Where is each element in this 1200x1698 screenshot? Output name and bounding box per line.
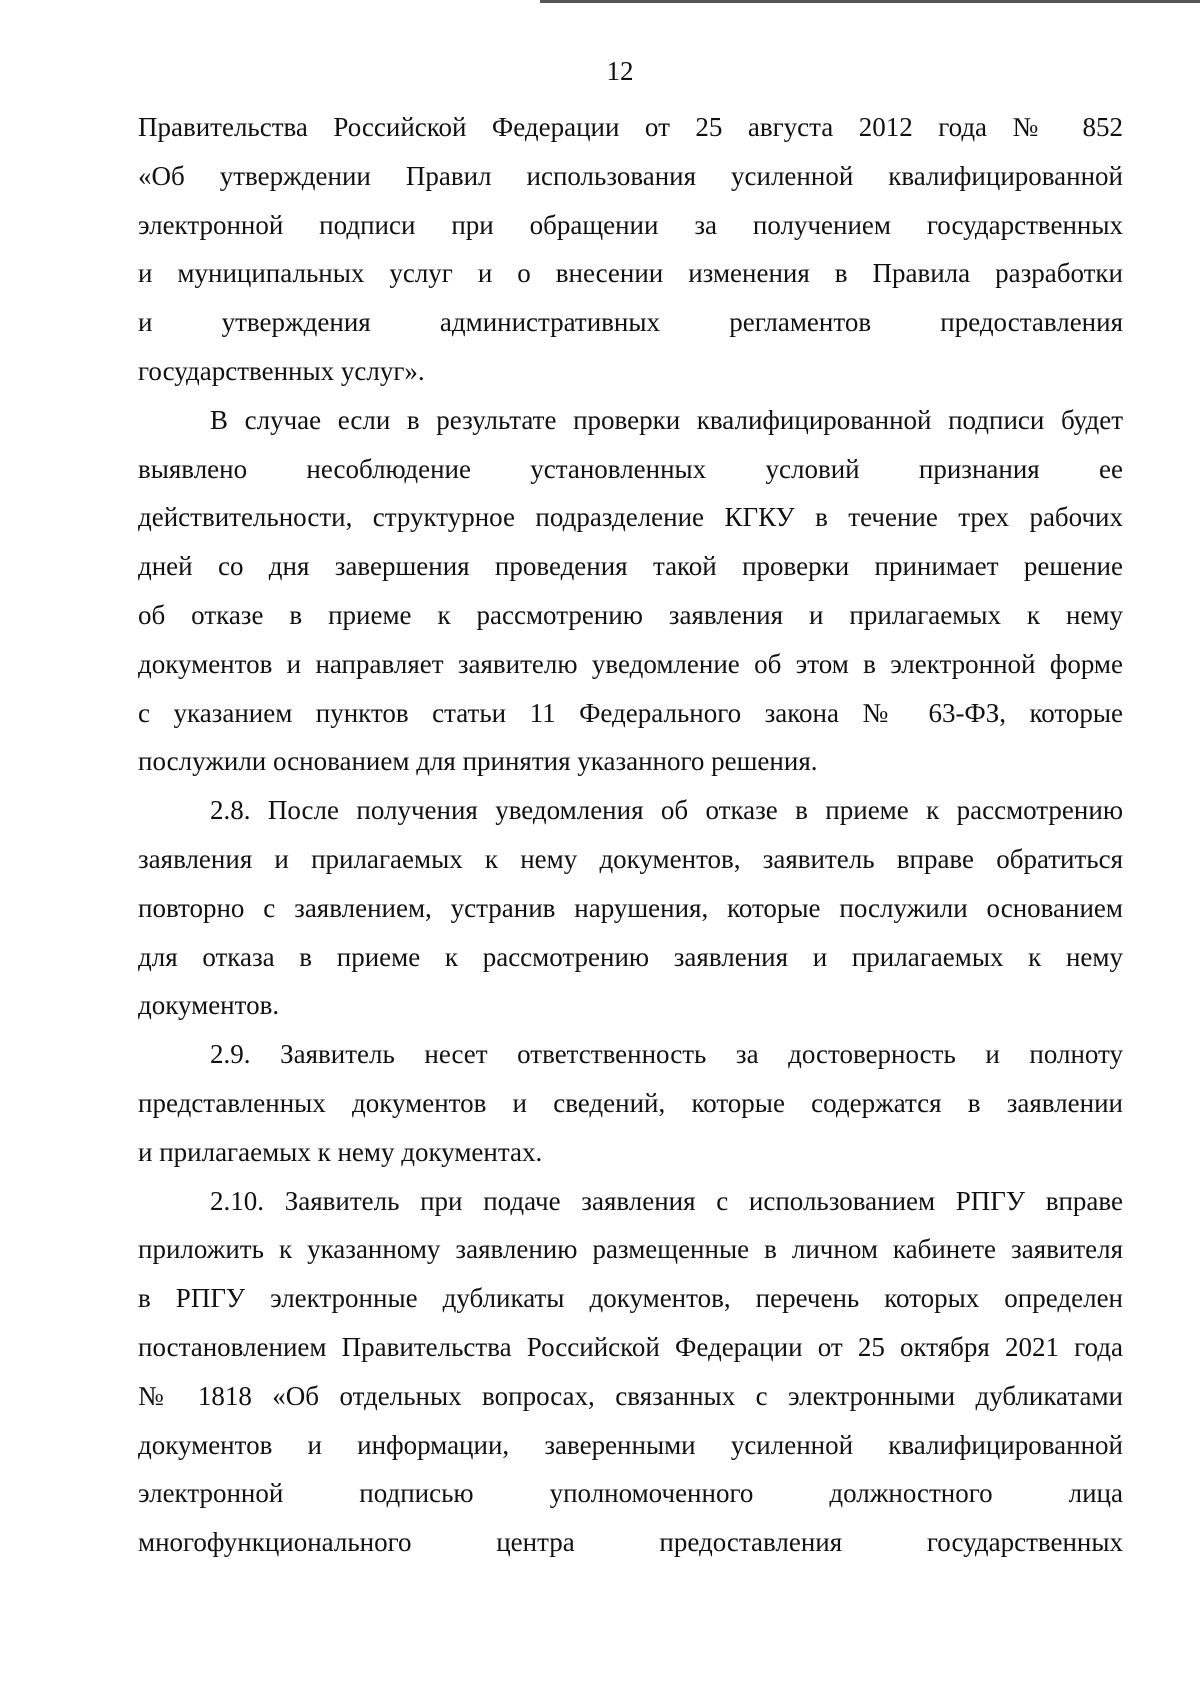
text-line: выявлено несоблюдение установленных условий признания ее (138, 453, 1123, 484)
text-line: послужили основанием для принятия указанного решения. (138, 746, 818, 777)
paragraph-p2 (138, 396, 1123, 786)
text-line: и прилагаемых к нему документах. (138, 1136, 543, 1167)
text-line: электронной подписи при обращении за получением государственных (138, 209, 1123, 240)
text-line: «Об утверждении Правил использования усиленной квалифицированной (138, 160, 1123, 191)
text-line: 2.10. Заявитель при подаче заявления с использованием РПГУ вправе (210, 1185, 1123, 1216)
document-body (138, 103, 1123, 1567)
text-line: В случае если в результате проверки квалифицированной подписи будет (210, 404, 1123, 435)
text-line: повторно с заявлением, устранив нарушения, которые послужили основанием (138, 892, 1123, 923)
text-line: представленных документов и сведений, которые содержатся в заявлении (138, 1087, 1123, 1118)
text-line: 2.8. После получения уведомления об отказе в приеме к рассмотрению (210, 795, 1123, 826)
text-line: действительности, структурное подразделение КГКУ в течение трех рабочих (138, 502, 1123, 533)
text-line: с указанием пунктов статьи 11 Федерального закона № 63-ФЗ, которые (138, 697, 1123, 728)
paragraph-p1 (138, 103, 1123, 396)
text-line: заявления и прилагаемых к нему документов, заявитель вправе обратиться (138, 843, 1123, 874)
text-line: и муниципальных услуг и о внесении изменения в Правила разработки (138, 258, 1123, 289)
text-line: приложить к указанному заявлению размещенные в личном кабинете заявителя (138, 1234, 1123, 1265)
text-line: для отказа в приеме к рассмотрению заявления и прилагаемых к нему (138, 941, 1123, 972)
text-line: документов и направляет заявителю уведомление об этом в электронной форме (138, 648, 1123, 679)
text-line: и утверждения административных регламентов предоставления (138, 307, 1123, 338)
page-number: 12 (606, 56, 634, 86)
scan-edge-line (540, 0, 1200, 3)
text-line: в РПГУ электронные дубликаты документов, перечень которых определен (138, 1283, 1123, 1314)
text-line: 2.9. Заявитель несет ответственность за достоверность и полноту (210, 1039, 1123, 1070)
text-line: государственных услуг». (138, 355, 425, 386)
text-line: многофункционального центра предоставления государственных (138, 1527, 1123, 1558)
text-line: постановлением Правительства Российской Федерации от 25 октября 2021 года (138, 1331, 1123, 1362)
text-line: дней со дня завершения проведения такой проверки принимает решение (138, 551, 1123, 582)
text-line: документов и информации, заверенными усиленной квалифицированной (138, 1429, 1123, 1460)
paragraph-p3 (138, 786, 1123, 1030)
text-line: документов. (138, 990, 280, 1021)
paragraph-p4 (138, 1030, 1123, 1176)
paragraph-p5 (138, 1177, 1123, 1567)
text-line: электронной подписью уполномоченного должностного лица (138, 1478, 1123, 1509)
text-line: Правительства Российской Федерации от 25 августа 2012 года № 852 (138, 112, 1123, 142)
text-line: об отказе в приеме к рассмотрению заявления и прилагаемых к нему (138, 599, 1123, 630)
text-line: № 1818 «Об отдельных вопросах, связанных с электронными дубликатами (138, 1380, 1123, 1411)
